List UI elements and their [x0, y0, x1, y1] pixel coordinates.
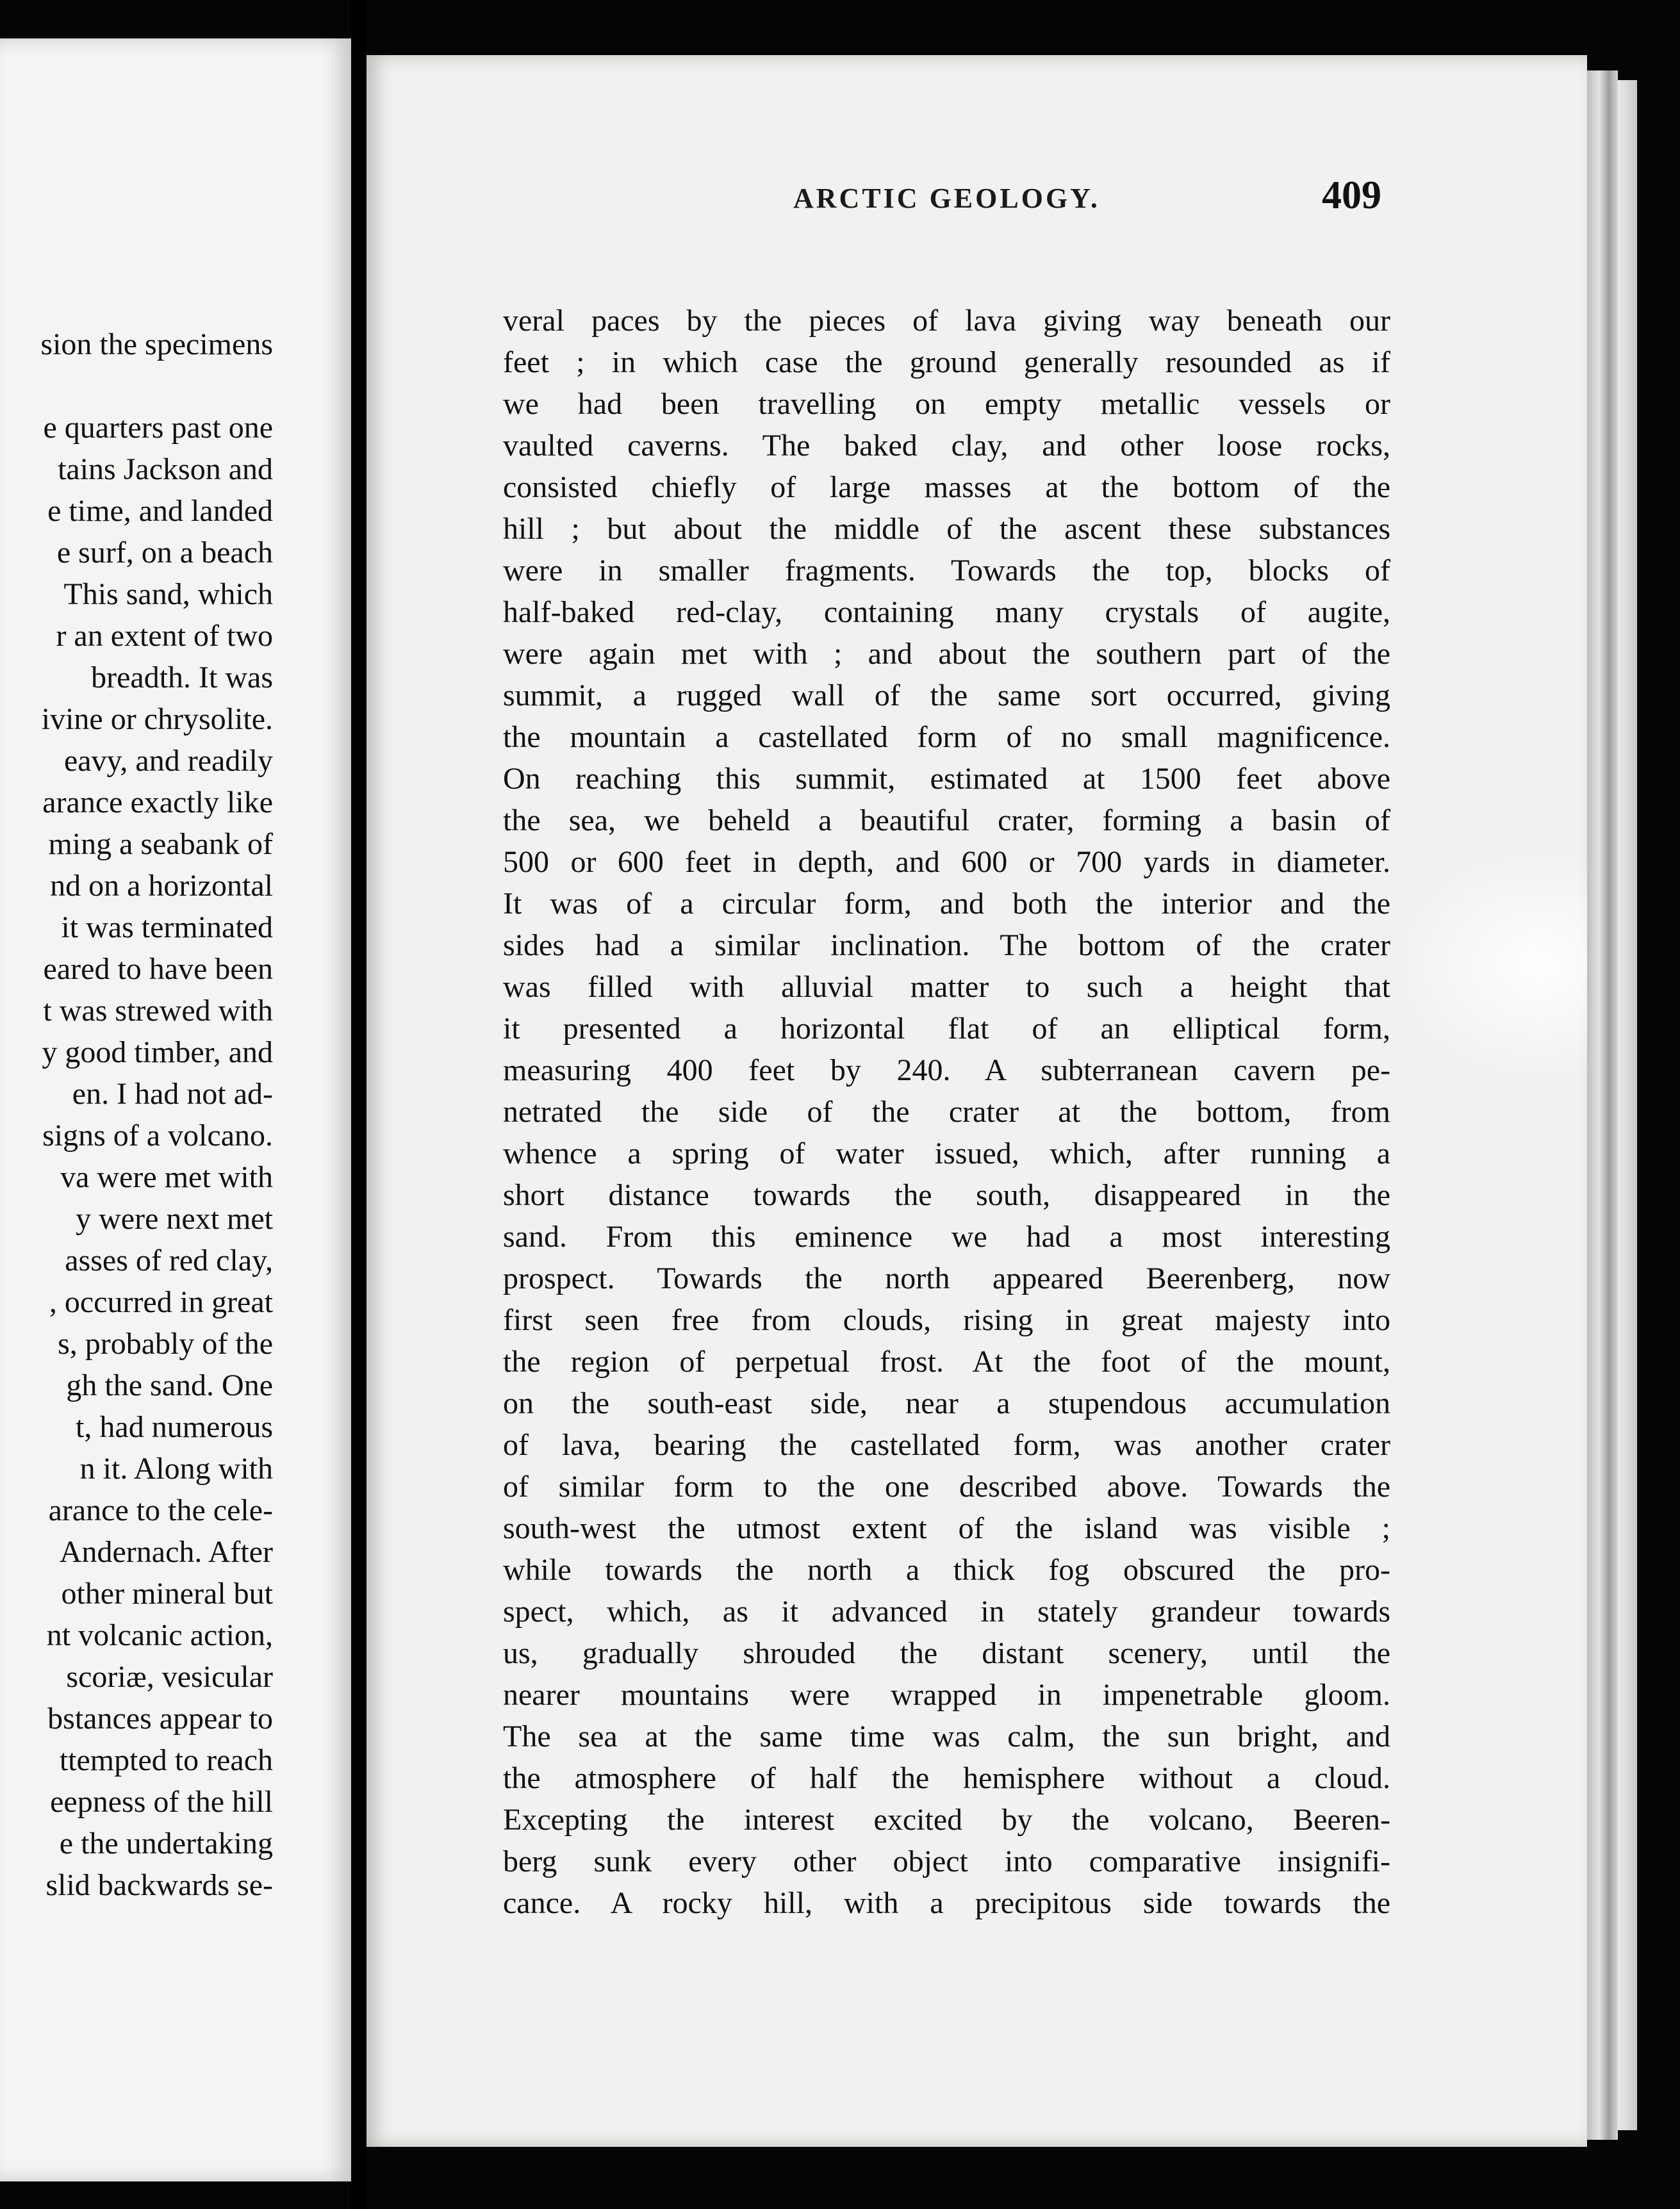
body-text-line: the sea, we beheld a beautiful crater, forming a basin of — [503, 803, 1390, 837]
body-text-line: of lava, bearing the castellated form, was another crater — [503, 1428, 1390, 1462]
body-text-line: the mountain a castellated form of no small magnificence. — [503, 720, 1390, 754]
page-edge-outer — [1618, 80, 1637, 2130]
left-text-line: y good timber, and — [42, 1035, 273, 1069]
left-text-line: va were met with — [60, 1160, 273, 1194]
body-text-line: whence a spring of water issued, which, after running a — [503, 1137, 1390, 1170]
left-text-line: e time, and landed — [47, 494, 273, 528]
left-text-line: en. I had not ad- — [72, 1077, 273, 1111]
body-text-line: on the south-east side, near a stupendous accumulation — [503, 1386, 1390, 1420]
running-title: ARCTIC GEOLOGY. — [793, 183, 1100, 214]
left-text-line: slid backwards se- — [45, 1868, 273, 1902]
body-text-line: the atmosphere of half the hemisphere without a cloud. — [503, 1761, 1390, 1795]
left-text-line: ming a seabank of — [48, 827, 273, 861]
body-text-line: south-west the utmost extent of the island was visible ; — [503, 1511, 1390, 1545]
left-text-line: ttempted to reach — [59, 1743, 273, 1777]
body-text-line: cance. A rocky hill, with a precipitous side towards the — [503, 1886, 1390, 1920]
left-text-line: asses of red clay, — [65, 1244, 273, 1277]
body-text-line: of similar form to the one described above. Towards the — [503, 1470, 1390, 1504]
left-text-line: eepness of the hill — [50, 1785, 273, 1819]
left-text-line: eavy, and readily — [63, 744, 273, 778]
book-gutter — [351, 0, 366, 2209]
body-text-line: summit, a rugged wall of the same sort occurred, giving — [503, 678, 1390, 712]
left-text-line: Andernach. After — [59, 1535, 273, 1569]
body-text-line: nearer mountains were wrapped in impenetrable gloom. — [503, 1678, 1390, 1712]
body-text-line: half-baked red-clay, containing many crystals of augite, — [503, 595, 1390, 629]
body-text-line: sides had a similar inclination. The bottom of the crater — [503, 928, 1390, 962]
left-text-line: , occurred in great — [49, 1285, 273, 1319]
body-text-line: prospect. Towards the north appeared Beerenberg, now — [503, 1261, 1390, 1295]
left-text-line: e quarters past one — [43, 411, 273, 445]
left-text-line: ivine or chrysolite. — [41, 702, 273, 736]
body-text-line: were in smaller fragments. Towards the top, blocks of — [503, 554, 1390, 587]
body-text-line: us, gradually shrouded the distant scenery, until the — [503, 1636, 1390, 1670]
left-text-line: This sand, which — [63, 577, 273, 611]
body-text-line: hill ; but about the middle of the ascent these substances — [503, 512, 1390, 546]
left-text-line: it was terminated — [61, 910, 273, 944]
body-text-line: while towards the north a thick fog obscured the pro- — [503, 1553, 1390, 1587]
body-text-line: netrated the side of the crater at the bottom, from — [503, 1095, 1390, 1129]
left-page — [0, 38, 351, 2181]
body-text-line: The sea at the same time was calm, the sun bright, and — [503, 1720, 1390, 1753]
left-text-line — [40, 365, 273, 407]
left-text-line: e the undertaking — [59, 1827, 273, 1860]
running-head — [428, 173, 1453, 224]
body-text — [503, 300, 1390, 1924]
left-text-line: nd on a horizontal — [50, 869, 273, 903]
left-page-text — [40, 324, 273, 1906]
left-text-line: signs of a volcano. — [42, 1119, 273, 1153]
left-text-line: r an extent of two — [56, 619, 273, 653]
left-text-line: sion the specimens — [40, 327, 273, 361]
body-text-line: Excepting the interest excited by the volcano, Beeren- — [503, 1803, 1390, 1837]
body-text-line: berg sunk every other object into comparative insignifi- — [503, 1844, 1390, 1878]
left-text-line: nt volcanic action, — [46, 1618, 273, 1652]
body-text-line: feet ; in which case the ground generally resounded as if — [503, 345, 1390, 379]
left-text-line: n it. Along with — [79, 1452, 273, 1486]
body-text-line: On reaching this summit, estimated at 1500 feet above — [503, 762, 1390, 796]
left-text-line: tains Jackson and — [58, 452, 273, 486]
body-text-line: sand. From this eminence we had a most interesting — [503, 1220, 1390, 1254]
body-text-line: veral paces by the pieces of lava giving way beneath our — [503, 304, 1390, 338]
body-text-line: consisted chiefly of large masses at the bottom of the — [503, 470, 1390, 504]
left-text-line: scoriæ, vesicular — [66, 1660, 273, 1694]
body-text-line: measuring 400 feet by 240. A subterranean cavern pe- — [503, 1053, 1390, 1087]
left-text-line: gh the sand. One — [66, 1368, 273, 1402]
body-text-line: 500 or 600 feet in depth, and 600 or 700 yards in diameter. — [503, 845, 1390, 879]
page-number: 409 — [1322, 174, 1381, 217]
left-text-line: bstances appear to — [47, 1702, 273, 1736]
body-text-line: the region of perpetual frost. At the foot of the mount, — [503, 1345, 1390, 1379]
body-text-line: first seen free from clouds, rising in great majesty into — [503, 1303, 1390, 1337]
left-text-line: breadth. It was — [91, 661, 273, 694]
left-text-line: e surf, on a beach — [56, 536, 273, 570]
left-text-line: eared to have been — [43, 952, 273, 986]
left-text-line: arance to the cele- — [48, 1493, 273, 1527]
body-text-line: spect, which, as it advanced in stately grandeur towards — [503, 1595, 1390, 1629]
left-text-line: t was strewed with — [43, 994, 273, 1028]
page-edge — [1587, 70, 1618, 2140]
body-text-line: It was of a circular form, and both the interior and the — [503, 887, 1390, 921]
left-text-line: arance exactly like — [42, 785, 273, 819]
body-text-line: vaulted caverns. The baked clay, and other loose rocks, — [503, 429, 1390, 463]
body-text-line: was filled with alluvial matter to such a height that — [503, 970, 1390, 1004]
body-text-line: short distance towards the south, disappeared in the — [503, 1178, 1390, 1212]
left-text-line: y were next met — [76, 1202, 273, 1236]
body-text-line: it presented a horizontal flat of an elliptical form, — [503, 1012, 1390, 1046]
left-text-line: s, probably of the — [58, 1327, 273, 1361]
left-text-line: t, had numerous — [76, 1410, 273, 1444]
page-stain — [1395, 850, 1587, 1080]
left-text-line: other mineral but — [61, 1577, 273, 1611]
body-text-line: we had been travelling on empty metallic vessels or — [503, 387, 1390, 421]
body-text-line: were again met with ; and about the southern part of the — [503, 637, 1390, 671]
